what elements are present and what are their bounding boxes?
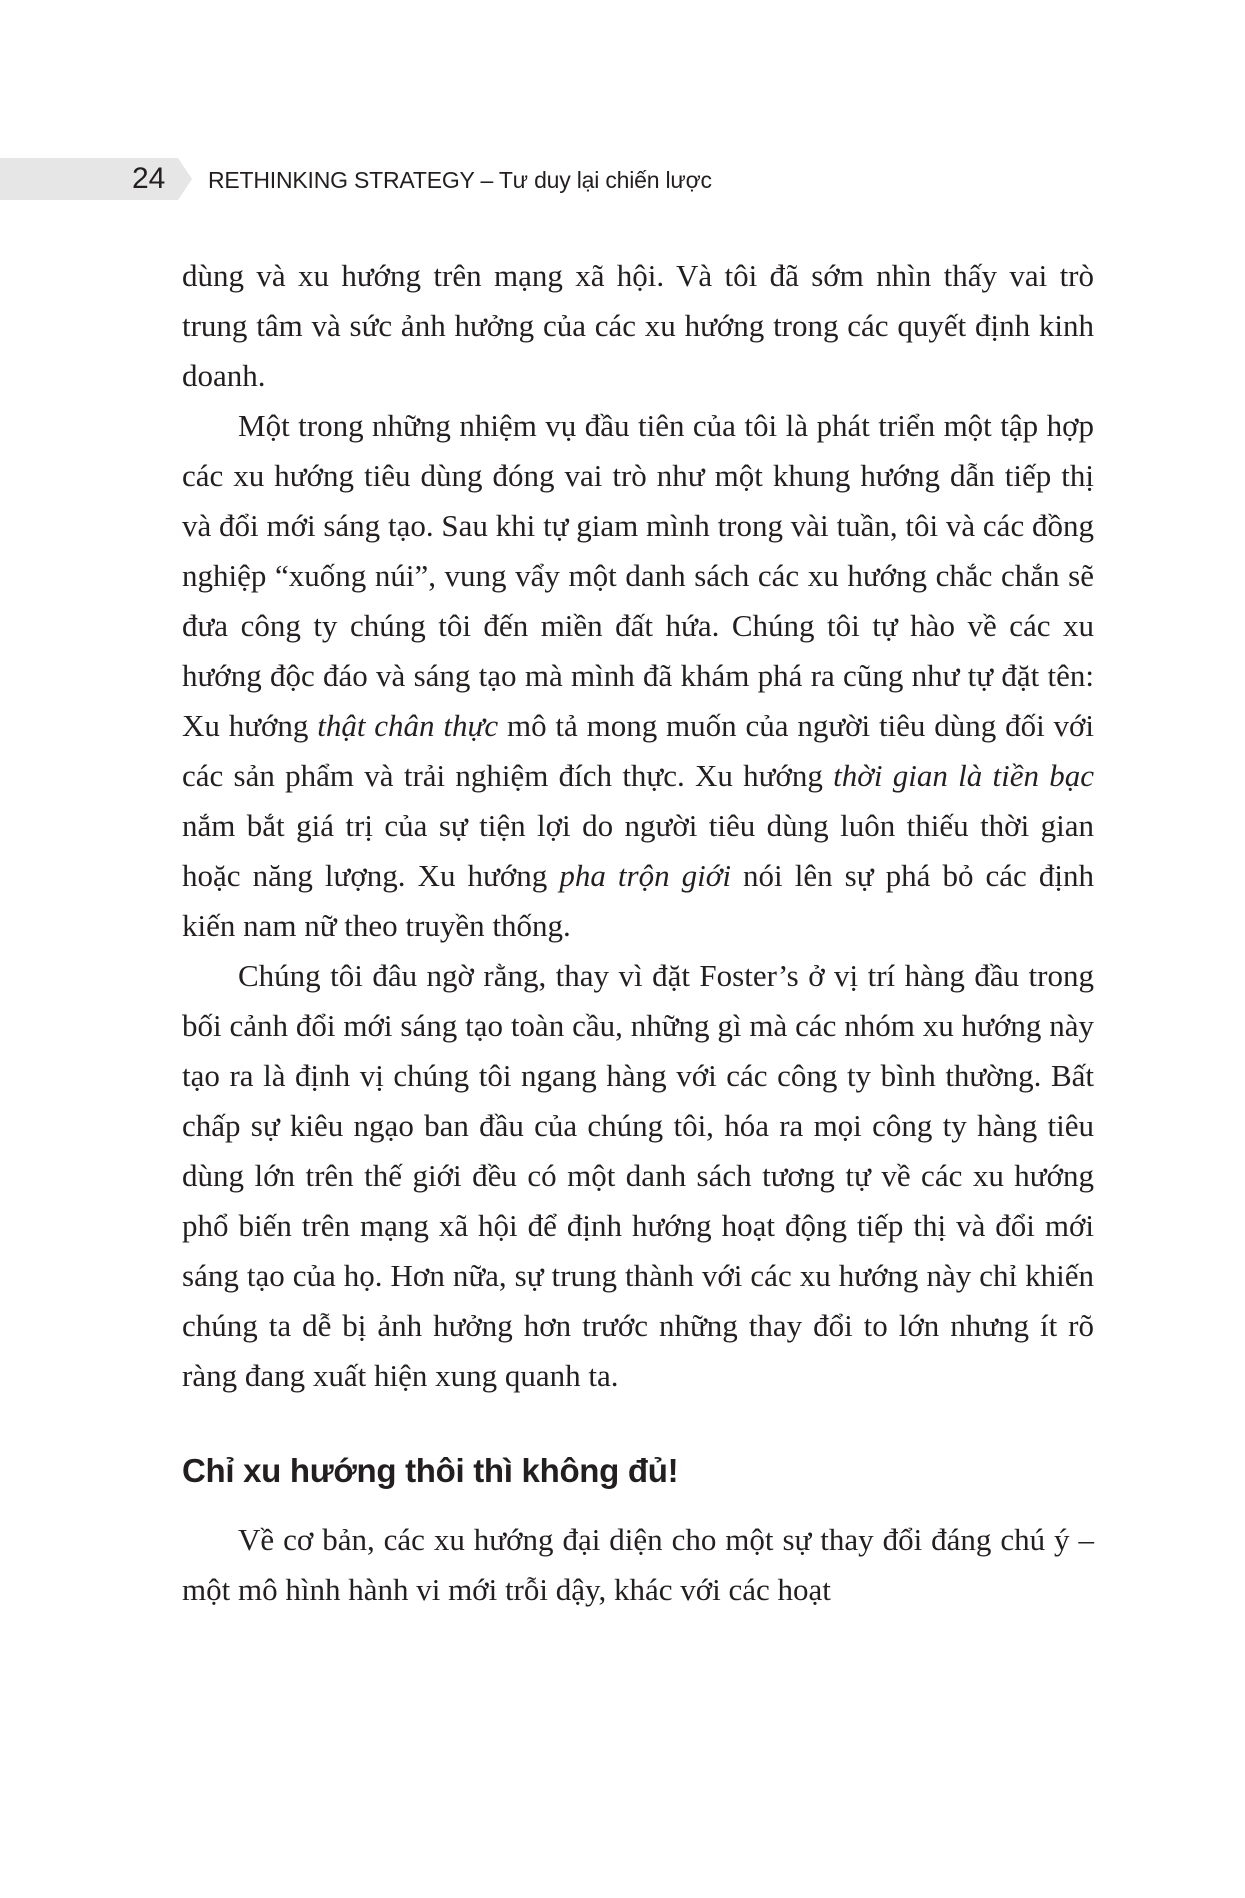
paragraph-1: dùng và xu hướng trên mạng xã hội. Và tôi đã sớm nhìn thấy vai trò trung tâm và sức ảnh hưởng của các xu hướng trong các quyết định kinh doanh. <box>182 258 1094 393</box>
paragraph-4: Về cơ bản, các xu hướng đại diện cho một sự thay đổi đáng chú ý – một mô hình hành vi mới trỗi dậy, khác với các hoạt <box>182 1522 1094 1607</box>
paragraph-2-italic-2: thời gian là tiền bạc <box>833 758 1094 793</box>
paragraph-3: Chúng tôi đâu ngờ rằng, thay vì đặt Foster’s ở vị trí hàng đầu trong bối cảnh đổi mới sáng tạo toàn cầu, những gì mà các nhóm xu hướng này tạo ra là định vị chúng tôi ngang hàng với các công ty bình thường. Bất chấp sự kiêu ngạo ban đầu của chúng tôi, hóa ra mọi công ty hàng tiêu dùng lớn trên thế giới đều có một danh sách tương tự về các xu hướng phổ biến trên mạng xã hội để định hướng hoạt động tiếp thị và đổi mới sáng tạo của họ. Hơn nữa, sự trung thành với các xu hướng này chỉ khiến chúng ta dễ bị ảnh hưởng hơn trước những thay đổi to lớn nhưng ít rõ ràng đang xuất hiện xung quanh ta. <box>182 958 1094 1393</box>
running-title: RETHINKING STRATEGY – Tư duy lại chiến lược <box>208 167 712 193</box>
paragraph-2-text-a: Một trong những nhiệm vụ đầu tiên của tôi là phát triển một tập hợp các xu hướng tiêu dùng đóng vai trò như một khung hướng dẫn tiếp thị và đổi mới sáng tạo. Sau khi tự giam mình trong vài tuần, tôi và các đồng nghiệp “xuống núi”, vung vẩy một danh sách các xu hướng chắc chắn sẽ đưa công ty chúng tôi đến miền đất hứa. Chúng tôi tự hào về các xu hướng độc đáo và sáng tạo mà mình đã khám phá ra cũng như tự đặt tên: Xu hướng <box>182 408 1094 743</box>
paragraph-2-italic-3: pha trộn giới <box>559 858 731 893</box>
paragraph-2-text-b: mô tả mong muốn của người tiêu dùng đối với các sản phẩm và trải nghiệm đích thực. Xu hướng <box>182 708 1095 793</box>
page-body <box>182 251 1094 1615</box>
paragraph-2 <box>182 401 1094 951</box>
page-number: 24 <box>132 162 166 195</box>
running-header <box>0 158 1245 200</box>
paragraph-2-italic-1: thật chân thực <box>317 708 499 743</box>
page-number-tab-arrow <box>178 158 192 200</box>
section-heading: Chỉ xu hướng thôi thì không đủ! <box>182 1452 679 1489</box>
paragraph-2-text-c: nắm bắt giá trị của sự tiện lợi do người tiêu dùng luôn thiếu thời gian hoặc năng lượng. Xu hướng <box>182 808 1094 893</box>
paragraph-2-text-d: nói lên sự phá bỏ các định kiến nam nữ theo truyền thống. <box>182 858 1094 943</box>
